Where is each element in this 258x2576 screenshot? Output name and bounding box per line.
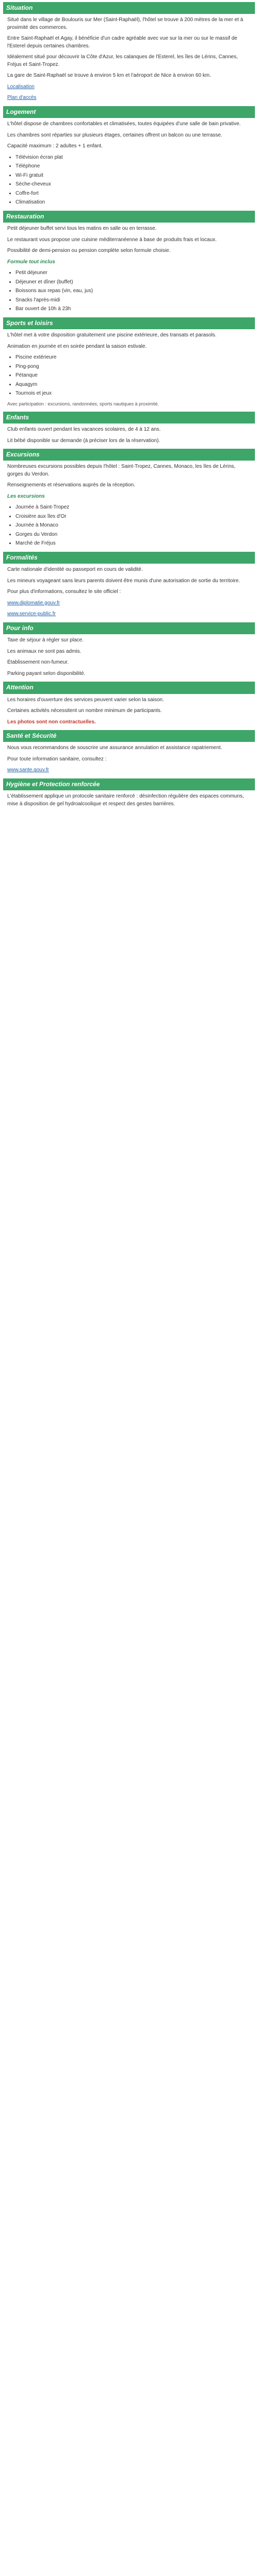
- note: Avec participation : excursions, randonnées, sports nautiques à proximité.: [7, 401, 159, 406]
- bullet-list: [7, 154, 251, 207]
- section-body: [3, 423, 255, 445]
- paragraph: Situé dans le village de Boulouris sur Mer (Saint-Raphaël), l'hôtel se trouve à 200 mètres de la mer et à proximité des commerces.: [7, 17, 244, 30]
- section-8: [3, 682, 255, 726]
- list-item: • Boissons aux repas (vin, eau, jus): [15, 287, 251, 295]
- list-item: • Snacks l'après-midi: [15, 297, 251, 304]
- list-item: • Télévision écran plat: [15, 154, 251, 162]
- paragraph: Entre Saint-Raphaël et Agay, il bénéficie d'un cadre agréable avec vue sur la mer ou sur le massif de l'Esterel depuis certaines chambres.: [7, 36, 237, 49]
- text-link[interactable]: www.service-public.fr: [7, 611, 56, 617]
- paragraph: L'établissement applique un protocole sanitaire renforcé : désinfection régulière des espaces communs, mise à disposition de gel hydroalcoolique et respect des gestes barrières.: [7, 793, 244, 807]
- section-title: Restauration: [3, 211, 255, 223]
- paragraph: Pour toute information sanitaire, consultez :: [7, 756, 107, 762]
- paragraph: Les horaires d'ouverture des services peuvent varier selon la saison.: [7, 697, 164, 703]
- list-item: • Marché de Fréjus: [15, 540, 251, 548]
- link-line: [7, 94, 251, 102]
- section-title: Situation: [3, 2, 255, 14]
- section-body: [3, 118, 255, 207]
- section-title: Formalités: [3, 552, 255, 564]
- list-item: • Coffre-fort: [15, 190, 251, 198]
- paragraph: Club enfants ouvert pendant les vacances scolaires, de 4 à 12 ans.: [7, 427, 161, 432]
- link-line: [7, 83, 251, 91]
- paragraph: Capacité maximum : 2 adultes + 1 enfant.: [7, 143, 103, 149]
- section-7: [3, 622, 255, 677]
- section-10: [3, 778, 255, 808]
- bullet-list: [7, 354, 251, 398]
- list-item: • Journée à Saint-Tropez: [15, 504, 251, 512]
- section-body: [3, 461, 255, 548]
- paragraph: Petit déjeuner buffet servi tous les matins en salle ou en terrasse.: [7, 226, 157, 232]
- subheading: Formule tout inclus: [7, 259, 55, 265]
- section-3: [3, 317, 255, 408]
- paragraph: Établissement non-fumeur.: [7, 659, 69, 666]
- list-item: • Petit déjeuner: [15, 269, 251, 277]
- link-line: [7, 611, 251, 618]
- text-link[interactable]: Plan d'accès: [7, 95, 37, 101]
- bullet-list: [7, 504, 251, 548]
- link-line: [7, 600, 251, 607]
- section-body: [3, 14, 255, 102]
- list-item: • Ping-pong: [15, 363, 251, 371]
- section-1: [3, 106, 255, 207]
- page-root: [0, 2, 258, 808]
- subheading: Les excursions: [7, 493, 45, 499]
- paragraph: Animation en journée et en soirée pendant la saison estivale.: [7, 343, 147, 349]
- paragraph: Nous vous recommandons de souscrire une assurance annulation et assistance rapatriement.: [7, 745, 222, 751]
- section-2: [3, 211, 255, 313]
- paragraph: Les animaux ne sont pas admis.: [7, 648, 82, 654]
- section-body: [3, 329, 255, 408]
- list-item: • Téléphone: [15, 163, 251, 171]
- section-title: Pour info: [3, 622, 255, 634]
- section-title: Logement: [3, 106, 255, 118]
- text-link[interactable]: www.sante.gouv.fr: [7, 767, 49, 773]
- text-link[interactable]: www.diplomatie.gouv.fr: [7, 600, 60, 606]
- section-body: [3, 564, 255, 618]
- paragraph: Les mineurs voyageant sans leurs parents doivent être munis d'une autorisation de sortie du territoire.: [7, 578, 240, 584]
- paragraph: Carte nationale d'identité ou passeport en cours de validité.: [7, 567, 143, 573]
- paragraph: Taxe de séjour à régler sur place.: [7, 637, 84, 643]
- paragraph: Nombreuses excursions possibles depuis l'hôtel : Saint-Tropez, Cannes, Monaco, les îles de Lérins, gorges du Verdon.: [7, 464, 236, 477]
- section-body: [3, 223, 255, 313]
- paragraph: Renseignements et réservations auprès de la réception.: [7, 482, 135, 488]
- section-body: [3, 694, 255, 726]
- section-title: Attention: [3, 682, 255, 693]
- list-item: • Piscine extérieure: [15, 354, 251, 362]
- list-item: • Croisière aux îles d'Or: [15, 513, 251, 521]
- warning-text: Les photos sont non contractuelles.: [7, 719, 96, 725]
- paragraph: Idéalement situé pour découvrir la Côte d'Azur, les calanques de l'Esterel, les îles de Lérins, Cannes, Fréjus et Saint-Tropez.: [7, 54, 238, 67]
- section-title: Hygiène et Protection renforcée: [3, 778, 255, 790]
- list-item: • Déjeuner et dîner (buffet): [15, 279, 251, 286]
- section-title: Excursions: [3, 449, 255, 461]
- section-0: [3, 2, 255, 102]
- section-9: [3, 730, 255, 774]
- list-item: • Sèche-cheveux: [15, 181, 251, 189]
- list-item: • Climatisation: [15, 199, 251, 207]
- section-body: [3, 790, 255, 808]
- section-body: [3, 742, 255, 774]
- section-body: [3, 634, 255, 677]
- list-item: • Aquagym: [15, 381, 251, 389]
- link-line: [7, 767, 251, 774]
- paragraph: Les chambres sont réparties sur plusieurs étages, certaines offrent un balcon ou une terrasse.: [7, 132, 222, 138]
- paragraph: Parking payant selon disponibilité.: [7, 670, 86, 676]
- paragraph: La gare de Saint-Raphaël se trouve à environ 5 km et l'aéroport de Nice à environ 60 km.: [7, 73, 211, 79]
- list-item: • Gorges du Verdon: [15, 531, 251, 539]
- section-6: [3, 552, 255, 618]
- paragraph: Certaines activités nécessitent un nombre minimum de participants.: [7, 708, 162, 714]
- section-4: [3, 412, 255, 445]
- list-item: • Tournois et jeux: [15, 390, 251, 398]
- paragraph: Lit bébé disponible sur demande (à préciser lors de la réservation).: [7, 437, 160, 444]
- paragraph: Pour plus d'informations, consultez le site officiel :: [7, 589, 121, 595]
- list-item: • Journée à Monaco: [15, 522, 251, 530]
- section-title: Enfants: [3, 412, 255, 423]
- text-link[interactable]: Localisation: [7, 83, 35, 90]
- section-5: [3, 449, 255, 548]
- paragraph: L'hôtel met à votre disposition gratuitement une piscine extérieure, des transats et parasols.: [7, 332, 217, 338]
- list-item: • Wi-Fi gratuit: [15, 172, 251, 180]
- list-item: • Pétanque: [15, 372, 251, 380]
- section-title: Santé et Sécurité: [3, 730, 255, 742]
- paragraph: L'hôtel dispose de chambres confortables et climatisées, toutes équipées d'une salle de bain privative.: [7, 121, 241, 127]
- paragraph: Le restaurant vous propose une cuisine méditerranéenne à base de produits frais et locaux.: [7, 236, 217, 243]
- paragraph: Possibilité de demi-pension ou pension complète selon formule choisie.: [7, 248, 171, 254]
- bullet-list: [7, 269, 251, 313]
- section-title: Sports et loisirs: [3, 317, 255, 329]
- list-item: • Bar ouvert de 10h à 23h: [15, 306, 251, 313]
